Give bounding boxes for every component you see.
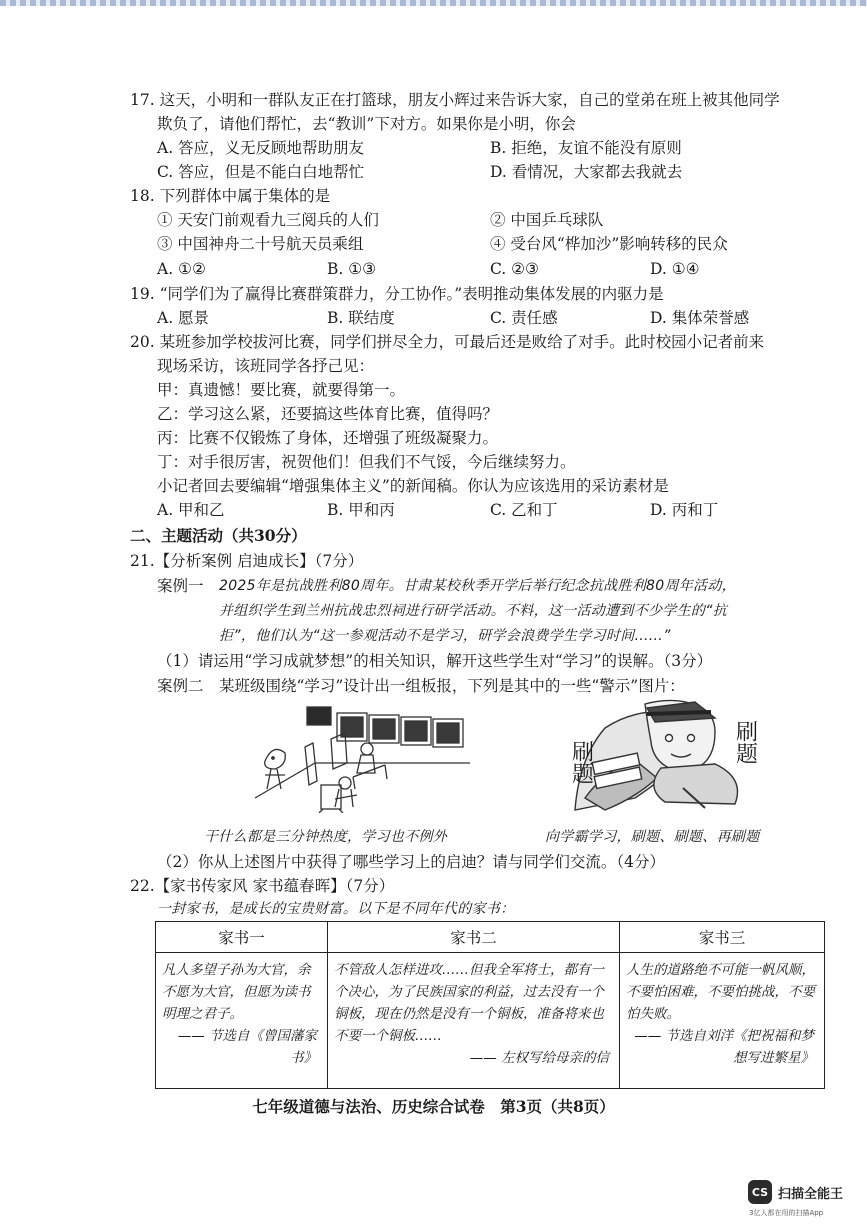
q20-stem-line1: 20. 某班参加学校拔河比赛，同学们拼尽全力，可最后还是败给了对手。此时校园小记者前来	[130, 333, 765, 351]
q20-voice-bing: 丙：比赛不仅锻炼了身体，还增强了班级凝聚力。	[157, 429, 499, 447]
letter3-source: —— 节选自刘洋《把祝福和梦想写进繁星》	[634, 1028, 814, 1066]
q17-option-c: C. 答应，但是不能白白地帮忙	[157, 163, 365, 181]
q20-stem-line2: 现场采访，该班同学各抒己见：	[157, 357, 375, 375]
scanner-watermark	[748, 1178, 843, 1206]
letter2-source: —— 左权写给母亲的信	[469, 1050, 609, 1066]
q19-option-c: C. 责任感	[490, 309, 558, 327]
q20-option-a: A. 甲和乙	[157, 501, 225, 519]
q18-option-c: C. ②③	[490, 260, 539, 278]
q17-option-b: B. 拒绝，友谊不能没有原则	[490, 139, 682, 157]
q18-item-3: ③ 中国神舟二十号航天员乘组	[157, 235, 364, 253]
q20-option-d: D. 丙和丁	[650, 501, 719, 519]
q21-sub1: （1）请运用“学习成就梦想”的相关知识，解开这些学生对“学习”的误解。（3分）	[157, 652, 713, 670]
q18-option-a: A. ①②	[157, 260, 206, 278]
letter2-text: 不管敌人怎样进攻……但我全军将士，都有一个决心，为了民族国家的利益，过去没有一个铜板，现在仍然是没有一个铜板，准备将来也不要一个铜板……	[334, 962, 604, 1044]
q21-case2-label: 案例二	[157, 677, 204, 695]
q18-item-2: ② 中国乒乓球队	[490, 211, 604, 229]
q22-intro: 一封家书，是成长的宝贵财富。以下是不同年代的家书：	[157, 901, 515, 917]
camscanner-logo-icon: CS	[748, 1180, 772, 1204]
q21-sub2: （2）你从上述图片中获得了哪些学习上的启迪？请与同学们交流。（4分）	[157, 853, 665, 871]
q19-stem: 19. “同学们为了赢得比赛群策群力，分工协作。”表明推动集体发展的内驱力是	[130, 285, 664, 303]
q20-option-c: C. 乙和丁	[490, 501, 558, 519]
letter1-source: —— 节选自《曾国藩家书》	[177, 1028, 317, 1066]
q22-title: 22.【家书传家风 家书蕴春晖】（7分）	[130, 877, 395, 895]
q18-item-1: ① 天安门前观看九三阅兵的人们	[157, 211, 379, 229]
q21-img1-caption: 干什么都是三分钟热度，学习也不例外	[204, 829, 448, 845]
letter2-header: 家书二	[328, 922, 620, 953]
q18-item-4: ④ 受台风“桦加沙”影响转移的民众	[490, 235, 728, 253]
scan-edge-strip	[0, 0, 867, 6]
family-letters-table	[155, 921, 825, 1089]
q21-case1-line2: 并组织学生到兰州抗战忠烈祠进行研学活动。不料，这一活动遭到不少学生的“抗	[219, 603, 728, 619]
letter1-text: 凡人多望子孙为大官，余不愿为大官，但愿为读书明理之君子。	[162, 962, 311, 1022]
q21-case1-label: 案例一	[157, 577, 204, 595]
section-title: 二、主题活动（共30分）	[130, 526, 307, 545]
q20-ask: 小记者回去要编辑“增强集体主义”的新闻稿。你认为应该选用的采访素材是	[157, 477, 669, 495]
q21-case1-line1: 2025年是抗战胜利80周年。甘肃某校秋季开学后举行纪念抗战胜利80周年活动，	[219, 578, 736, 594]
q21-case2-text: 某班级围绕“学习”设计出一组板报，下列是其中的一些“警示”图片：	[219, 677, 685, 695]
q19-option-a: A. 愿景	[157, 309, 210, 327]
q21-title: 21.【分析案例 启迪成长】（7分）	[130, 552, 364, 570]
study-hard-illustration	[565, 698, 765, 813]
letter3-cell	[620, 953, 825, 1089]
shuati-word-left: 刷题	[568, 740, 594, 784]
q21-case1-line3: 拒”，他们认为“这一参观活动不是学习，研学会浪费学生学习时间……”	[219, 628, 671, 644]
q17-option-d: D. 看情况，大家都去我就去	[490, 163, 683, 181]
q17-option-a: A. 答应，义无反顾地帮助朋友	[157, 139, 365, 157]
q20-option-b: B. 甲和丙	[327, 501, 395, 519]
q19-option-d: D. 集体荣誉感	[650, 309, 750, 327]
q20-voice-jia: 甲：真遗憾！要比赛，就要得第一。	[157, 381, 406, 399]
q18-option-b: B. ①③	[327, 260, 377, 278]
q17-stem-line1: 17. 这天，小明和一群队友正在打篮球，朋友小辉过来告诉大家，自己的堂弟在班上被其他同学	[130, 91, 780, 109]
q19-option-b: B. 联结度	[327, 309, 395, 327]
three-minute-enthusiasm-illustration	[245, 703, 475, 813]
q20-voice-yi: 乙：学习这么紧，还要搞这些体育比赛，值得吗？	[157, 405, 499, 423]
q20-voice-ding: 丁：对手很厉害，祝贺他们！但我们不气馁，今后继续努力。	[157, 453, 576, 471]
letter1-cell	[156, 953, 328, 1089]
letter3-text: 人生的道路绝不可能一帆风顺，不要怕困难，不要怕挑战，不要怕失败。	[626, 962, 815, 1022]
letter3-header: 家书三	[620, 922, 825, 953]
q18-option-d: D. ①④	[650, 260, 700, 278]
page-footer: 七年级道德与法治、历史综合试卷 第3页（共8页）	[252, 1097, 615, 1116]
watermark-tagline: 3亿人都在用的扫描App	[749, 1209, 824, 1217]
q21-img2-caption: 向学霸学习，刷题、刷题、再刷题	[545, 829, 760, 845]
letter1-header: 家书一	[156, 922, 328, 953]
q17-stem-line2: 欺负了，请他们帮忙，去“教训”下对方。如果你是小明，你会	[157, 115, 576, 133]
shuati-word-right: 刷题	[732, 720, 758, 764]
letter2-cell	[328, 953, 620, 1089]
watermark-name: 扫描全能王	[778, 1186, 844, 1202]
q18-stem: 18. 下列群体中属于集体的是	[130, 187, 331, 205]
